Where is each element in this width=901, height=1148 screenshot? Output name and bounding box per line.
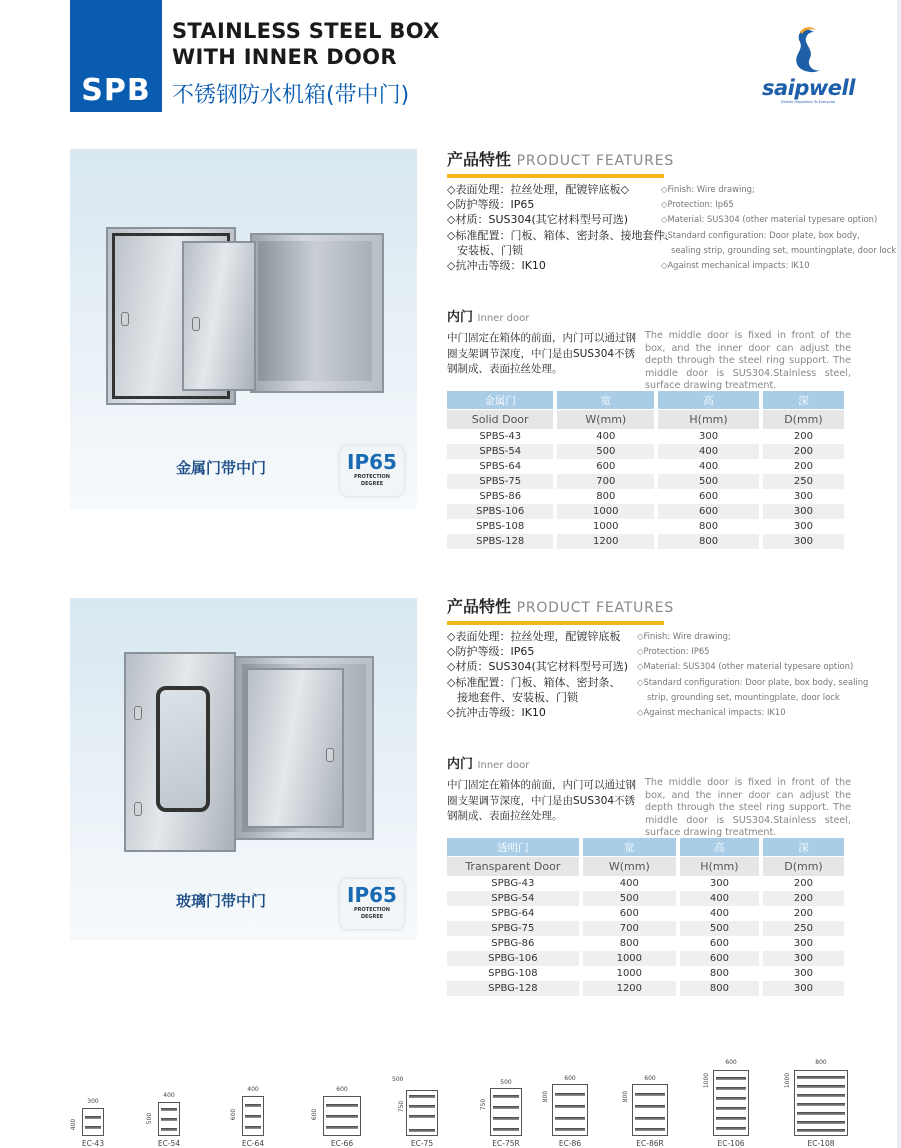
column-header: W(mm) [583, 857, 676, 876]
series-code-block [70, 0, 162, 112]
depth-cell: 300 [763, 951, 844, 966]
mounting-plate-drawing [480, 1076, 522, 1148]
height-cell: 600 [658, 504, 759, 519]
feature-item: ◇Standard configuration: Door plate, box body, [661, 229, 860, 240]
table-row [447, 459, 844, 474]
feature-item: ◇表面处理：拉丝处理，配镀锌底板 [447, 630, 621, 643]
height-cell: 500 [658, 474, 759, 489]
column-header: 宽 [557, 391, 654, 410]
depth-cell: 200 [793, 908, 813, 919]
feature-item: ◇Against mechanical impacts: IK10 [637, 707, 786, 718]
outer-door-lock-icon [134, 706, 142, 720]
plate-width: 400 [247, 1086, 259, 1093]
width-cell: 1000 [557, 504, 654, 519]
column-header: H(mm) [680, 857, 759, 876]
model-cell: SPBS-86 [479, 491, 522, 502]
column-header: D(mm) [763, 857, 844, 876]
product-features-section-2 [447, 594, 887, 850]
mounting-plate-drawing [622, 1068, 668, 1148]
width-cell: 1000 [583, 951, 676, 966]
feature-item: ◇材质：SUS304(其它材料型号可选) [447, 660, 629, 674]
features-list-en [637, 629, 868, 720]
plate-height: 750 [480, 1098, 488, 1111]
feature-item: ◇抗冲击等级：IK10 [447, 259, 546, 273]
width-cell: 500 [583, 891, 676, 906]
height-cell: 600 [698, 491, 719, 502]
features-heading-cn: 产品特性 [447, 150, 512, 169]
depth-cell: 200 [763, 444, 844, 459]
feature-item: ◇Protection: Ip65 [661, 199, 734, 210]
width-cell: 1000 [616, 968, 643, 979]
plate-height: 800 [622, 1090, 630, 1103]
table-row [447, 906, 844, 921]
feature-item: ◇材质：SUS304(其它材料型号可选) [447, 213, 629, 227]
ip-sub-1: PROTECTION [354, 474, 390, 480]
table-row [447, 489, 844, 504]
mounting-plate-drawing [542, 1068, 588, 1148]
plate-height: 500 [146, 1112, 154, 1125]
heading-underline [447, 174, 664, 178]
model-cell: SPBS-64 [479, 461, 522, 472]
spec-table-transparent-door [443, 838, 848, 996]
inner-door-heading [447, 753, 887, 772]
plate-name: EC-75R [492, 1139, 520, 1148]
width-cell: 1200 [583, 981, 676, 996]
plate-width: 500 [392, 1076, 404, 1083]
feature-item: 安装板、门锁 [457, 243, 523, 257]
height-cell: 500 [680, 921, 759, 936]
model-cell: SPBG-43 [491, 878, 535, 889]
page-title-cn: 不锈钢防水机箱(带中门) [172, 83, 410, 108]
product-caption: 金属门带中门 [176, 459, 267, 477]
height-cell: 800 [709, 968, 729, 979]
column-header: 高 [680, 838, 759, 857]
features-heading [447, 594, 887, 617]
title-line-1: STAINLESS STEEL BOX [172, 19, 440, 43]
plate-name: EC-43 [81, 1139, 105, 1148]
features-list-cn [447, 629, 628, 720]
mounting-plate-drawing [784, 1056, 848, 1148]
ip-sub-2: DEGREE [360, 481, 384, 487]
ip-sub-1: PROTECTION [354, 907, 390, 913]
brand-tagline: Deliver Happiness To Everyone [780, 100, 836, 104]
table-row [447, 891, 844, 906]
feature-item: strip, grounding set, mountingplate, door lock [647, 691, 840, 702]
column-header: D(mm) [763, 410, 844, 429]
model-cell: SPBG-75 [447, 921, 579, 936]
feature-item: sealing strip, grounding set, mountingplate, door lock [671, 244, 897, 255]
column-header: 深 [763, 391, 844, 410]
feature-item: ◇表面处理：拉丝处理，配镀锌底板◇ [447, 183, 629, 196]
column-header: Solid Door [447, 410, 553, 429]
plate-width: 600 [336, 1086, 348, 1093]
column-header: H(mm) [658, 410, 759, 429]
column-header: 高 [658, 391, 759, 410]
ip-rating: IP65 [347, 883, 397, 907]
plate-name: EC-106 [717, 1139, 745, 1148]
outer-door-lock-icon [121, 312, 129, 326]
plate-width: 400 [163, 1092, 175, 1099]
depth-cell: 300 [793, 938, 813, 949]
plate-width: 600 [644, 1075, 656, 1082]
width-cell: 700 [583, 921, 676, 936]
plate-height: 750 [398, 1100, 406, 1113]
mounting-plate-drawing [703, 1056, 749, 1148]
swan-logo-icon [762, 26, 854, 78]
table-row [447, 951, 844, 966]
features-heading [447, 147, 887, 170]
model-cell: SPBG-86 [491, 938, 535, 949]
height-cell: 800 [698, 521, 719, 532]
plate-width: 800 [815, 1059, 827, 1066]
height-cell: 300 [698, 431, 719, 442]
model-cell: SPBS-75 [447, 474, 553, 489]
ip65-badge [340, 879, 404, 929]
features-heading-cn: 产品特性 [447, 597, 512, 616]
model-cell: SPBG-106 [447, 951, 579, 966]
column-header: Transparent Door [447, 857, 579, 876]
model-cell: SPBG-54 [447, 891, 579, 906]
plate-name: EC-86 [558, 1139, 582, 1148]
feature-item: ◇Finish: Wire drawing; [661, 184, 755, 194]
feature-item: ◇Against mechanical impacts: IK10 [661, 260, 810, 271]
depth-cell: 300 [763, 504, 844, 519]
height-cell: 400 [680, 891, 759, 906]
ip-sub-2: DEGREE [360, 914, 384, 920]
plate-height: 1000 [703, 1072, 711, 1089]
features-list-cn [447, 182, 675, 273]
model-cell: SPBS-106 [447, 504, 553, 519]
inner-door-text-cn: 中门固定在箱体的前面，内门可以通过钢圈支架调节深度，中门是由SUS304不锈钢制成、表面拉丝处理。 [447, 779, 636, 822]
depth-cell: 300 [763, 534, 844, 549]
product-image-solid-door [70, 149, 417, 509]
inner-door-lock-icon [326, 748, 334, 762]
features-list-en [661, 182, 896, 273]
feature-item: ◇Standard configuration: Door plate, box body, sealing [637, 676, 869, 687]
width-cell: 600 [619, 908, 639, 919]
height-cell: 300 [709, 878, 729, 889]
table-row [447, 429, 844, 444]
table-row [447, 966, 844, 981]
depth-cell: 250 [763, 474, 844, 489]
plate-name: EC-108 [807, 1139, 835, 1148]
plate-name: EC-75 [410, 1139, 434, 1148]
depth-cell: 250 [763, 921, 844, 936]
feature-item: 接地套件、安装板、门锁 [457, 690, 578, 704]
plate-name: EC-86R [636, 1139, 664, 1148]
height-cell: 800 [658, 534, 759, 549]
plate-width: 500 [500, 1079, 512, 1086]
product-features-section-1 [447, 147, 897, 403]
model-cell: SPBG-128 [447, 981, 579, 996]
width-cell: 800 [596, 491, 616, 502]
height-cell: 400 [698, 461, 719, 472]
ip-rating: IP65 [347, 450, 397, 474]
feature-item: ◇标准配置：门板、箱体、密封条、 [447, 675, 621, 689]
model-cell: SPBG-64 [491, 908, 535, 919]
glass-window [156, 686, 210, 812]
feature-item: ◇Finish: Wire drawing; [637, 631, 731, 641]
table-row [447, 921, 844, 936]
ip65-badge [340, 446, 404, 496]
outer-door-lock-icon [134, 802, 142, 816]
width-cell: 600 [596, 461, 616, 472]
mounting-plate-drawing [311, 1078, 361, 1148]
inner-door-lock-icon [192, 317, 200, 331]
inner-door-heading-en: Inner door [477, 313, 530, 324]
feature-item: ◇Protection: IP65 [637, 646, 710, 657]
column-header: W(mm) [557, 410, 654, 429]
model-cell: SPBS-54 [447, 444, 553, 459]
inner-door-text-cn: 中门固定在箱体的前面，内门可以通过钢圈支架调节深度，中门是由SUS304不锈钢制成、表面拉丝处理。 [447, 332, 636, 375]
cabinet-glass-door-illustration [70, 598, 417, 878]
model-cell: SPBS-108 [476, 521, 525, 532]
width-cell: 400 [596, 431, 616, 442]
table-row [447, 444, 844, 459]
plate-height: 600 [230, 1108, 238, 1121]
series-code: SPB [81, 73, 151, 108]
column-header: 金属门 [447, 391, 553, 410]
depth-cell: 200 [763, 891, 844, 906]
plate-name: EC-64 [241, 1139, 265, 1148]
inner-door-heading-cn: 内门 [447, 757, 474, 772]
table-row [447, 474, 844, 489]
inner-door-heading [447, 306, 887, 325]
plate-width: 600 [564, 1075, 576, 1082]
width-cell: 800 [619, 938, 639, 949]
column-header: 透明门 [447, 838, 579, 857]
plate-width: 600 [725, 1059, 737, 1066]
features-heading-en: PRODUCT FEATURES [516, 600, 675, 616]
width-cell: 500 [557, 444, 654, 459]
feature-item: ◇标准配置：门板、箱体、密封条、接地套件、 [447, 228, 676, 242]
height-cell: 600 [680, 951, 759, 966]
product-caption: 玻璃门带中门 [176, 892, 267, 910]
feature-item: ◇Material: SUS304 (other material typesare option) [661, 214, 878, 225]
table-row [447, 936, 844, 951]
plate-width: 300 [87, 1098, 99, 1105]
spec-table-solid-door [443, 391, 848, 549]
feature-item: ◇抗冲击等级：IK10 [447, 706, 546, 720]
mounting-plate-drawing [230, 1078, 265, 1148]
feature-item: ◇Material: SUS304 (other material typesare option) [637, 661, 854, 672]
table-row [447, 876, 844, 891]
width-cell: 700 [557, 474, 654, 489]
width-cell: 1000 [593, 521, 619, 532]
plate-height: 600 [311, 1108, 319, 1121]
brand-name: saipwell [762, 76, 855, 100]
table-row [447, 504, 844, 519]
feature-item: ◇防护等级：IP65 [447, 645, 535, 659]
table-row [447, 981, 844, 996]
height-cell: 600 [709, 938, 729, 949]
mounting-plate-drawing [392, 1070, 438, 1148]
plate-name: EC-54 [157, 1139, 181, 1148]
height-cell: 800 [680, 981, 759, 996]
page-title-en [172, 18, 440, 70]
inner-door-text-en: The middle door is fixed in front of the box, and the inner door can adjust the depth through the steel ring support. The middle door is SUS304.Stainless steel, surface drawing treatment. [645, 330, 851, 391]
table-row [447, 534, 844, 549]
column-header: 深 [763, 838, 844, 857]
height-cell: 400 [709, 908, 729, 919]
model-cell: SPBS-43 [479, 431, 522, 442]
feature-item: ◇防护等级：IP65 [447, 198, 535, 212]
depth-cell: 300 [793, 968, 813, 979]
depth-cell: 200 [793, 878, 813, 889]
cabinet-solid-door-illustration [70, 149, 417, 449]
mounting-plate-drawing [146, 1078, 181, 1148]
heading-underline [447, 621, 664, 625]
depth-cell: 300 [793, 491, 813, 502]
mounting-plate-drawings [70, 1050, 860, 1148]
features-heading-en: PRODUCT FEATURES [516, 153, 675, 169]
column-header: 宽 [583, 838, 676, 857]
plate-height: 1000 [784, 1072, 792, 1089]
height-cell: 400 [658, 444, 759, 459]
mounting-plate-drawing [70, 1078, 105, 1148]
inner-door-heading-cn: 内门 [447, 310, 474, 325]
product-image-glass-door [70, 598, 417, 940]
depth-cell: 300 [793, 521, 813, 532]
plate-height: 800 [542, 1090, 550, 1103]
inner-door-text-en: The middle door is fixed in front of the box, and the inner door can adjust the depth through the steel ring support. The middle door is SUS304.Stainless steel, surface drawing treatment. [645, 777, 851, 838]
depth-cell: 200 [793, 431, 813, 442]
depth-cell: 300 [763, 981, 844, 996]
table-row [447, 519, 844, 534]
inner-door-heading-en: Inner door [477, 760, 530, 771]
saipwell-logo [762, 26, 854, 106]
model-cell: SPBS-128 [447, 534, 553, 549]
plate-name: EC-66 [330, 1139, 354, 1148]
title-line-2: WITH INNER DOOR [172, 45, 397, 69]
width-cell: 400 [619, 878, 639, 889]
model-cell: SPBG-108 [488, 968, 538, 979]
page-edge-divider [897, 0, 901, 1148]
width-cell: 1200 [557, 534, 654, 549]
depth-cell: 200 [793, 461, 813, 472]
plate-height: 400 [70, 1118, 78, 1131]
